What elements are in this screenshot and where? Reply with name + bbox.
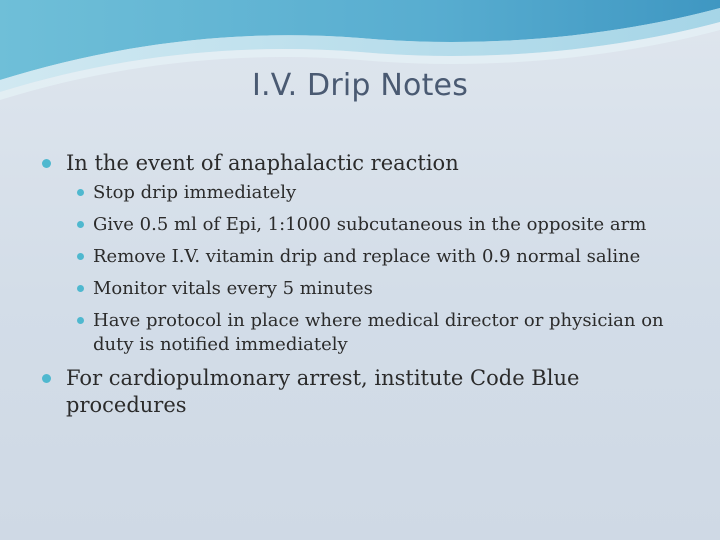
sub-bullet-text: Remove I.V. vitamin drip and replace with 0.9 normal saline <box>93 246 641 267</box>
slide-title: I.V. Drip Notes <box>251 68 469 103</box>
bullet-text: In the event of anaphalactic reaction <box>66 151 459 175</box>
sub-bullet-give-epi <box>40 213 690 237</box>
bullet-cardiopulmonary-arrest <box>40 365 690 419</box>
slide-content <box>40 150 690 423</box>
sub-bullet-text: Monitor vitals every 5 minutes <box>93 278 373 299</box>
bullet-anaphylactic-reaction <box>40 150 690 177</box>
sub-bullet-list <box>40 181 690 357</box>
bullet-dot-icon <box>77 253 84 260</box>
sub-bullet-monitor-vitals <box>40 277 690 301</box>
bullet-dot-icon <box>77 189 84 196</box>
sub-bullet-stop-drip <box>40 181 690 205</box>
bullet-dot-icon <box>77 285 84 292</box>
bullet-dot-icon <box>42 374 51 383</box>
bullet-dot-icon <box>77 317 84 324</box>
bullet-text: For cardiopulmonary arrest, institute Code Blue procedures <box>66 366 580 417</box>
sub-bullet-protocol <box>40 309 690 357</box>
sub-bullet-text: Have protocol in place where medical director or physician on duty is notified immediately <box>93 310 664 355</box>
bullet-dot-icon <box>77 221 84 228</box>
sub-bullet-text: Give 0.5 ml of Epi, 1:1000 subcutaneous in the opposite arm <box>93 214 647 235</box>
sub-bullet-remove-drip <box>40 245 690 269</box>
sub-bullet-text: Stop drip immediately <box>93 182 297 203</box>
bullet-dot-icon <box>42 159 51 168</box>
